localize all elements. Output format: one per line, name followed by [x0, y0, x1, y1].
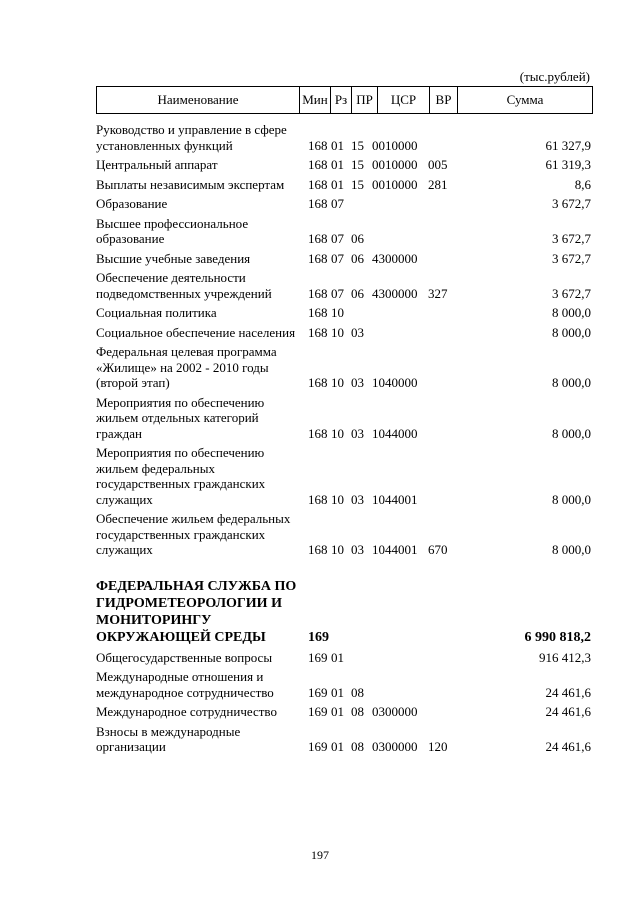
cell-pr: 15: [351, 176, 364, 192]
cell-rz: 10: [331, 491, 344, 507]
cell-pr: 06: [351, 285, 364, 301]
units-label: (тыс.рублей): [519, 69, 590, 84]
cell-sum: 3 672,7: [552, 285, 591, 301]
cell-rz: 07: [331, 196, 344, 211]
cell-vr: 005: [428, 157, 448, 172]
cell-pr: 08: [351, 739, 364, 754]
cell-min: 168: [308, 542, 328, 557]
cell-sum: 3 672,7: [552, 231, 591, 246]
cell-sum: 61 319,3: [545, 157, 591, 172]
cell-csr: 1040000: [372, 375, 418, 390]
header-name: Наименование: [157, 92, 239, 107]
cell-name: Высшее профессиональное образование: [96, 215, 249, 246]
table-row: [96, 704, 593, 720]
cell-pr: 03: [351, 375, 364, 390]
cell-rz: 01: [331, 739, 344, 754]
cell-sum: 61 327,9: [545, 137, 591, 153]
cell-name: Взносы в международные организации: [96, 723, 241, 754]
cell-min: 169: [308, 649, 328, 665]
cell-name: Мероприятия по обеспечению жильем федеральных государственных гражданских служащих: [96, 445, 266, 507]
table-row: [96, 344, 593, 391]
header-rz: Рз: [330, 87, 351, 113]
cell-pr: 03: [351, 324, 364, 340]
cell-name: Обеспечение жильем федеральных государственных гражданских служащих: [96, 511, 291, 557]
cell-rz: 01: [331, 137, 344, 153]
cell-sum: 8 000,0: [552, 375, 591, 390]
table-body: [96, 122, 593, 759]
cell-name: Обеспечение деятельности подведомственных учреждений: [96, 270, 272, 301]
header-min: Мин: [299, 87, 330, 113]
table-row: [96, 669, 593, 700]
cell-vr: 327: [428, 285, 448, 301]
table-row: [96, 157, 593, 173]
cell-sum: 8 000,0: [552, 542, 591, 557]
cell-csr: 1044000: [372, 425, 418, 441]
table-row: [96, 305, 593, 321]
cell-min: 168: [308, 157, 328, 172]
table-row: [96, 270, 593, 301]
cell-pr: 15: [351, 157, 364, 172]
cell-min: 168: [308, 196, 328, 211]
cell-name: Социальное обеспечение населения: [96, 324, 296, 340]
cell-rz: 07: [331, 231, 344, 246]
cell-rz: 01: [331, 704, 344, 719]
cell-vr: 120: [428, 739, 448, 754]
cell-rz: 07: [331, 250, 344, 266]
cell-rz: 07: [331, 285, 344, 301]
cell-name: Образование: [96, 196, 168, 211]
cell-sum: 8,6: [574, 176, 591, 192]
cell-sum: 8 000,0: [552, 425, 591, 441]
cell-sum: 24 461,6: [545, 739, 591, 754]
table-row: [96, 511, 593, 558]
cell-pr: 03: [351, 542, 364, 557]
table-row: [96, 122, 593, 153]
cell-csr: 4300000: [372, 250, 418, 266]
cell-min: 168: [308, 305, 328, 320]
cell-sum: 8 000,0: [552, 324, 591, 340]
cell-sum: 8 000,0: [552, 305, 591, 320]
header-csr: ЦСР: [377, 87, 429, 113]
cell-rz: 01: [331, 157, 344, 172]
cell-pr: 03: [351, 491, 364, 507]
header-pr: ПР: [351, 87, 377, 113]
cell-rz: 10: [331, 305, 344, 320]
cell-sum: 916 412,3: [539, 649, 591, 665]
table-row: [96, 251, 593, 267]
cell-rz: 10: [331, 542, 344, 557]
cell-min: 168: [308, 425, 328, 441]
cell-sum: 8 000,0: [552, 491, 591, 507]
cell-min: 168: [308, 137, 328, 153]
cell-name: ФЕДЕРАЛЬНАЯ СЛУЖБА ПО ГИДРОМЕТЕОРОЛОГИИ И МОНИТОРИНГУ ОКРУЖАЮЩЕЙ СРЕДЫ: [96, 578, 297, 645]
cell-csr: 0010000: [372, 157, 418, 172]
table-row: [96, 216, 593, 247]
cell-csr: 1044001: [372, 491, 418, 507]
section-heading-row: [96, 578, 593, 646]
cell-sum: 3 672,7: [552, 250, 591, 266]
cell-pr: 06: [351, 231, 364, 246]
cell-min: 169: [308, 684, 328, 700]
cell-pr: 06: [351, 250, 364, 266]
cell-csr: 1044001: [372, 542, 418, 557]
cell-min: 169: [308, 704, 328, 719]
cell-pr: 15: [351, 137, 364, 153]
cell-name: Центральный аппарат: [96, 157, 218, 172]
cell-pr: 08: [351, 684, 364, 700]
table-row: [96, 395, 593, 442]
cell-pr: 03: [351, 425, 364, 441]
cell-name: Федеральная целевая программа «Жилище» на 2002 - 2010 годы (второй этап): [96, 344, 277, 390]
cell-min: 168: [308, 250, 328, 266]
cell-sum: 24 461,6: [545, 704, 591, 719]
cell-csr: 4300000: [372, 285, 418, 301]
cell-vr: 670: [428, 542, 448, 557]
cell-sum: 3 672,7: [552, 196, 591, 211]
cell-name: Высшие учебные заведения: [96, 250, 251, 266]
cell-pr: 08: [351, 704, 364, 719]
table-header: [96, 86, 593, 114]
cell-name: Общегосударственные вопросы: [96, 649, 273, 665]
cell-min: 168: [308, 285, 328, 301]
cell-min: 169: [308, 739, 328, 754]
page-number: 197: [311, 848, 329, 862]
cell-min: 168: [308, 324, 328, 340]
table-row: [96, 325, 593, 341]
cell-name: Социальная политика: [96, 305, 217, 320]
cell-rz: 01: [331, 684, 344, 700]
table-row: [96, 445, 593, 507]
cell-rz: 01: [331, 649, 344, 665]
header-sum: Сумма: [457, 87, 592, 113]
cell-name: Выплаты независимым экспертам: [96, 176, 285, 192]
cell-sum: 24 461,6: [545, 684, 591, 700]
cell-csr: 0010000: [372, 137, 418, 153]
cell-name: Международное сотрудничество: [96, 704, 277, 719]
cell-rz: 10: [331, 375, 344, 390]
table-row: [96, 724, 593, 755]
cell-name: Международные отношения и международное сотрудничество: [96, 669, 274, 700]
cell-min: 168: [308, 491, 328, 507]
cell-csr: 0300000: [372, 739, 418, 754]
cell-sum: 6 990 818,2: [524, 629, 591, 645]
cell-csr: 0010000: [372, 176, 418, 192]
cell-min: 168: [308, 375, 328, 390]
cell-min: 168: [308, 231, 328, 246]
table-row: [96, 196, 593, 212]
cell-min: 169: [308, 629, 329, 645]
cell-name: Мероприятия по обеспечению жильем отдельных категорий граждан: [96, 394, 265, 441]
table-row: [96, 650, 593, 666]
cell-min: 168: [308, 176, 328, 192]
cell-vr: 281: [428, 176, 448, 192]
cell-name: Руководство и управление в сфере установленных функций: [96, 122, 287, 153]
cell-rz: 10: [331, 324, 344, 340]
cell-rz: 01: [331, 176, 344, 192]
cell-csr: 0300000: [372, 704, 418, 719]
header-vr: ВР: [429, 87, 457, 113]
table-row: [96, 177, 593, 193]
cell-rz: 10: [331, 425, 344, 441]
